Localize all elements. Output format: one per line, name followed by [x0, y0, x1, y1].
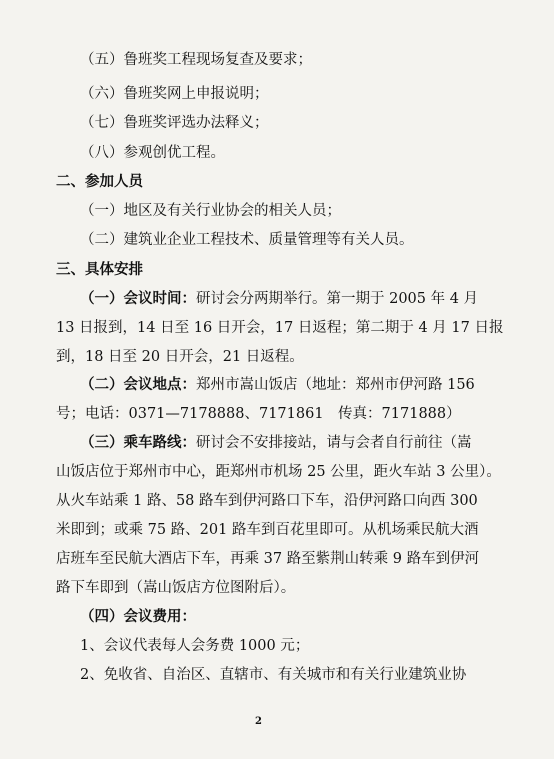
- page-number: 2: [255, 716, 262, 727]
- text-line: [80, 289, 478, 309]
- text-line: 号；电话：0371—7178888、7171861 传真：7171888）: [56, 406, 461, 422]
- section-heading: 三、具体安排: [56, 261, 143, 278]
- item-text: 研讨会分两期举行。第一期于 2005 年 4 月: [196, 291, 479, 307]
- item-label: （二）会议地点：: [80, 376, 196, 393]
- text-line: （一）地区及有关行业协会的相关人员；: [80, 203, 341, 219]
- text-line: （五）鲁班奖工程现场复查及要求；: [80, 52, 312, 68]
- text-line: 店班车至民航大酒店下车，再乘 37 路至紫荆山转乘 9 路车到伊河: [56, 551, 480, 567]
- item-text: 研讨会不安排接站，请与会者自行前往（嵩: [196, 435, 472, 451]
- text-line: 1、会议代表每人会务费 1000 元；: [80, 638, 310, 654]
- text-line: 路下车即到（嵩山饭店方位图附后）。: [56, 580, 296, 596]
- text-line: （二）建筑业企业工程技术、质量管理等有关人员。: [80, 232, 414, 248]
- item-label: （三）乘车路线：: [80, 434, 196, 451]
- text-line: [80, 433, 472, 453]
- text-line: （八）参观创优工程。: [80, 145, 225, 161]
- text-line: 13 日报到，14 日至 16 日开会，17 日返程；第二期于 4 月 17 日报: [56, 320, 504, 336]
- text-line: 2、免收省、自治区、直辖市、有关城市和有关行业建筑业协: [80, 667, 467, 683]
- subsection-heading: （四）会议费用：: [80, 608, 196, 625]
- section-heading: 二、参加人员: [56, 173, 143, 190]
- item-text: 郑州市嵩山饭店（地址：郑州市伊河路 156: [196, 377, 475, 393]
- text-line: （六）鲁班奖网上申报说明；: [80, 86, 269, 102]
- item-label: （一）会议时间：: [80, 290, 196, 307]
- text-line: 米即到；或乘 75 路、201 路车到百花里即可。从机场乘民航大酒: [56, 522, 479, 538]
- text-line: 从火车站乘 1 路、58 路车到伊河路口下车，沿伊河路口向西 300: [56, 493, 478, 509]
- text-line: 到，18 日至 20 日开会，21 日返程。: [56, 349, 304, 365]
- text-line: [80, 375, 475, 395]
- text-line: （七）鲁班奖评选办法释义；: [80, 115, 269, 131]
- text-line: 山饭店位于郑州市中心，距郑州市机场 25 公里，距火车站 3 公里）。: [56, 464, 501, 480]
